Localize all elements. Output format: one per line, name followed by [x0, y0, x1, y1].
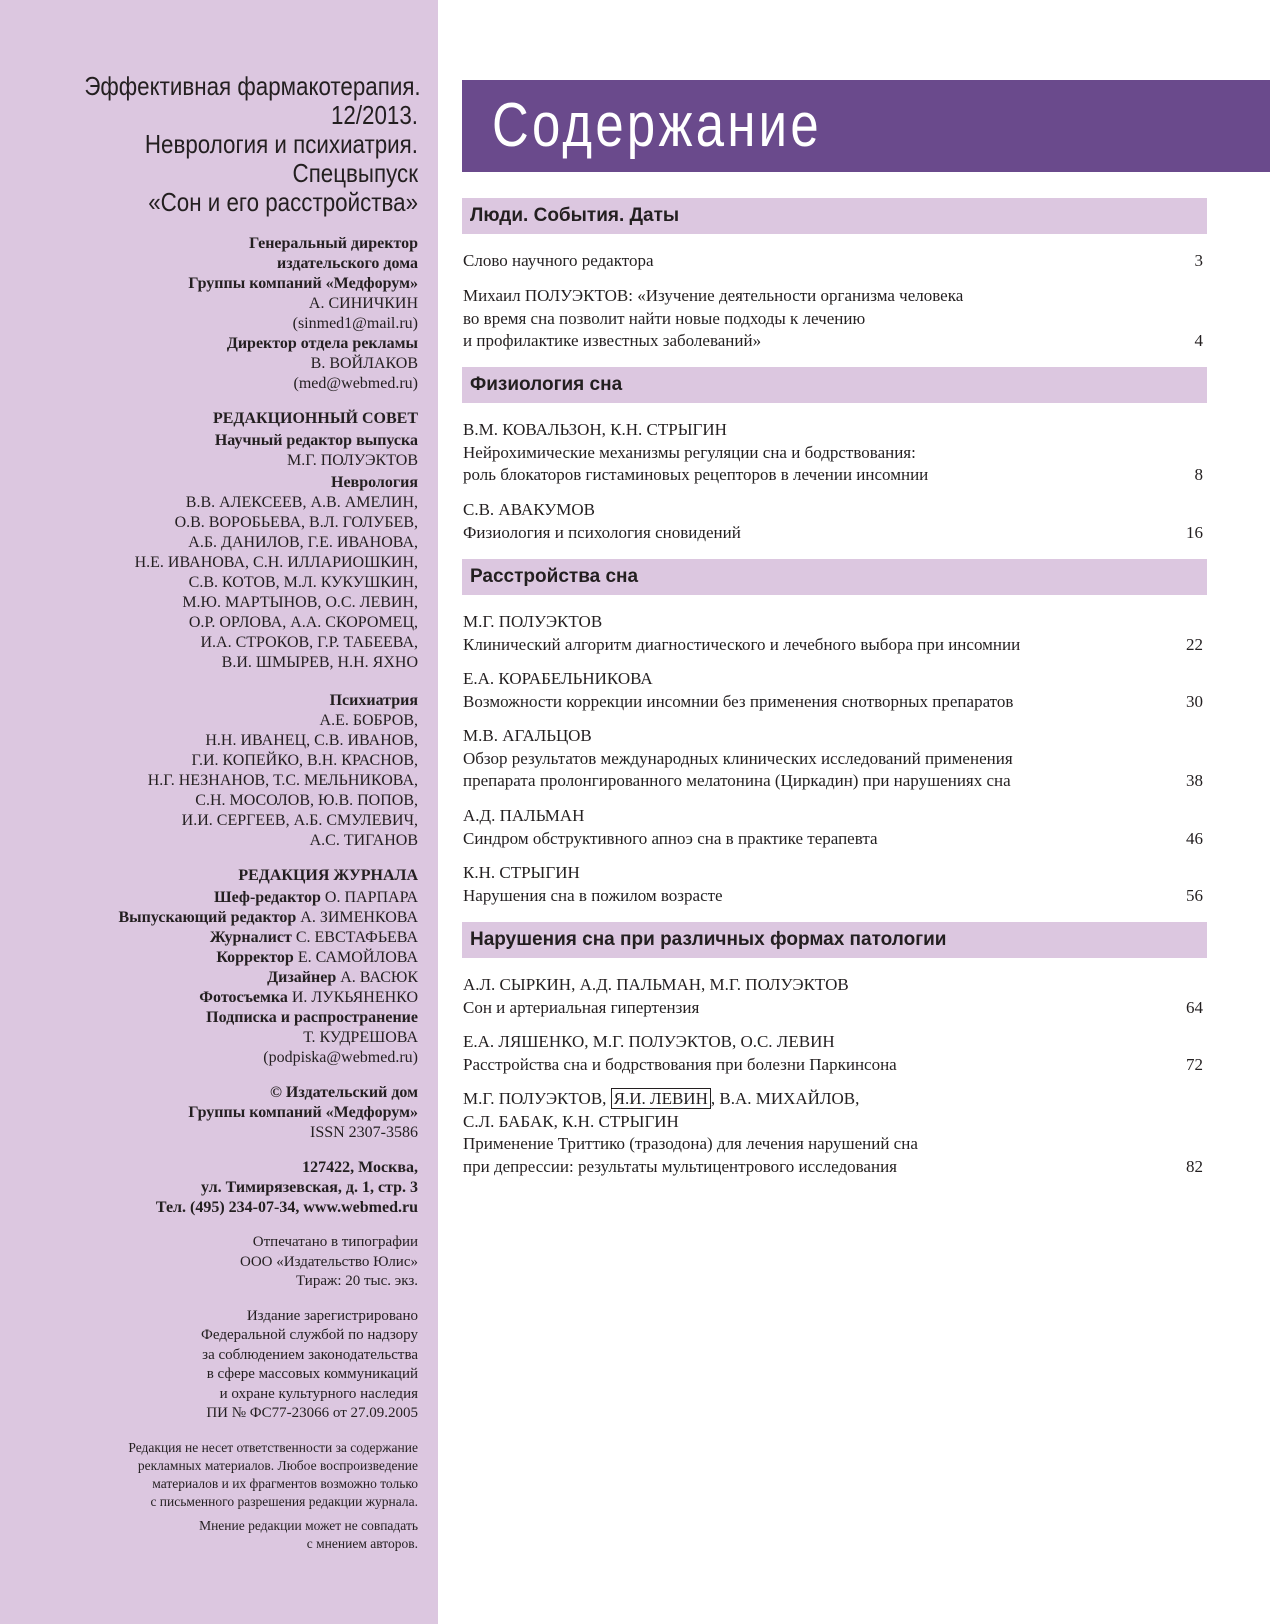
neurology-heading: Неврология [331, 474, 418, 491]
masthead-line: материалов и их фрагментов возможно только [152, 1475, 418, 1491]
masthead-line: В.И. ШМЫРЕВ, Н.Н. ЯХНО [221, 654, 418, 671]
entry-authors: С.Л. БАБАК, К.Н. СТРЫГИН [463, 1111, 679, 1131]
staff-role: Шеф-редактор [214, 889, 321, 906]
page-number: 22 [1186, 634, 1203, 654]
masthead-line: Издание зарегистрировано [246, 1307, 418, 1324]
staff-role: Фотосъемка [199, 989, 288, 1006]
masthead-line: А.С. ТИГАНОВ [309, 832, 418, 849]
entry-title-line: препарата пролонгированного мелатонина (Циркадин) при нарушениях сна [463, 771, 1011, 790]
contents-header [462, 80, 1270, 172]
entry-title-line: Нейрохимические механизмы регуляции сна и бодрствования: [463, 442, 916, 462]
toc-entry[interactable] [463, 805, 1203, 850]
masthead-line: ул. Тимирязевская, д. 1, стр. 3 [201, 1179, 418, 1196]
toc-entry[interactable] [463, 1031, 1203, 1076]
masthead-line: Н.Г. НЕЗНАНОВ, Т.С. МЕЛЬНИКОВА, [147, 772, 418, 789]
masthead-line: за соблюдением законодательства [202, 1346, 418, 1363]
entry-title-line: Синдром обструктивного апноэ сна в практике терапевта [463, 828, 878, 848]
toc-entry[interactable] [463, 1088, 1203, 1178]
editorial-staff-block [30, 866, 418, 1068]
staff-role: Корректор [216, 949, 294, 966]
registration-block [30, 1307, 418, 1424]
page-number: 3 [1194, 251, 1203, 270]
author-name: , В.А. МИХАЙЛОВ, [710, 1089, 860, 1108]
disclaimer-block [30, 1439, 418, 1511]
editorial-council-block [30, 409, 418, 673]
page-number: 72 [1186, 1054, 1203, 1074]
staff-name: И. ЛУКЬЯНЕНКО [291, 989, 418, 1006]
masthead-line: Генеральный директор [249, 235, 418, 252]
page-number: 38 [1186, 771, 1203, 790]
masthead-line: Тел. (495) 234-07-34, www.webmed.ru [155, 1199, 418, 1216]
masthead-line: Г.И. КОПЕЙКО, В.Н. КРАСНОВ, [191, 752, 418, 769]
entry-title-line: Применение Триттико (тразодона) для лечения нарушений сна [463, 1134, 918, 1153]
toc-entry[interactable] [463, 285, 1203, 353]
masthead-line: А.Е. БОБРОВ, [319, 712, 418, 729]
page-number: 4 [1194, 331, 1203, 350]
entry-title-line: Слово научного редактора [463, 251, 654, 270]
toc-entry[interactable] [463, 499, 1203, 544]
masthead-line: ООО «Издательство Юлис» [239, 1253, 418, 1270]
masthead-line: О.Р. ОРЛОВА, А.А. СКОРОМЕЦ, [188, 614, 418, 631]
masthead-line: Мнение редакции может не совпадать [199, 1517, 418, 1533]
masthead-line: (sinmed1@mail.ru) [292, 315, 418, 332]
journal-title-line: 12/2013. [330, 100, 418, 130]
toc-entry[interactable] [463, 419, 1203, 487]
masthead-line: В. ВОЙЛАКОВ [310, 355, 418, 372]
printing-block [30, 1233, 418, 1292]
author-name-boxed: Я.И. ЛЕВИН [611, 1088, 711, 1109]
psychiatry-block [30, 691, 418, 851]
staff-name: С. ЕВСТАФЬЕВА [295, 929, 418, 946]
masthead-line: Федеральной службой по надзору [201, 1327, 418, 1343]
staff-role: Журналист [209, 929, 292, 946]
entry-authors: В.М. КОВАЛЬЗОН, К.Н. СТРЫГИН [463, 420, 727, 439]
masthead-line: (med@webmed.ru) [293, 375, 418, 392]
journal-title-line: «Сон и его расстройства» [148, 187, 418, 217]
entry-authors: А.Д. ПАЛЬМАН [463, 806, 585, 825]
masthead-line: рекламных материалов. Любое воспроизведение [137, 1457, 418, 1473]
publisher-block [30, 1083, 418, 1143]
entry-title-line: Нарушения сна в пожилом возрасте [463, 885, 723, 905]
journal-title-line: Спецвыпуск [292, 158, 418, 188]
masthead-line: А.Б. ДАНИЛОВ, Г.Е. ИВАНОВА, [188, 534, 418, 551]
editorial-council-heading: РЕДАКЦИОННЫЙ СОВЕТ [212, 410, 418, 427]
toc-entry[interactable] [463, 862, 1203, 907]
opinion-block [30, 1517, 418, 1553]
staff-name: Е. САМОЙЛОВА [297, 949, 418, 966]
masthead-line: издательского дома [277, 255, 418, 272]
entry-authors: С.В. АВАКУМОВ [463, 500, 596, 519]
entry-title-line: Сон и артериальная гипертензия [463, 997, 700, 1017]
management-block [30, 234, 418, 394]
section-heading: Люди. События. Даты [462, 198, 1207, 234]
author-name: М.Г. ПОЛУЭКТОВ, [463, 1089, 611, 1108]
page-number: 16 [1186, 522, 1203, 542]
page-number: 46 [1186, 828, 1203, 848]
staff-name: О. ПАРПАРА [324, 889, 418, 906]
toc-entry[interactable] [463, 725, 1203, 793]
entry-title-line: Расстройства сна и бодрствования при болезни Паркинсона [463, 1054, 897, 1074]
section-heading: Физиология сна [462, 367, 1207, 403]
toc-entry[interactable] [463, 668, 1203, 713]
toc-entry[interactable] [463, 974, 1203, 1019]
staff-name: А. ВАСЮК [340, 969, 418, 986]
masthead-line: Н.Н. ИВАНЕЦ, С.В. ИВАНОВ, [205, 732, 418, 749]
staff-role: Выпускающий редактор [118, 909, 297, 926]
toc-entry[interactable] [463, 250, 1203, 273]
masthead-line: Группы компаний «Медфорум» [188, 275, 418, 292]
page-number: 82 [1186, 1156, 1203, 1176]
masthead-line: М.Ю. МАРТЫНОВ, О.С. ЛЕВИН, [182, 594, 418, 611]
editorial-staff-heading: РЕДАКЦИЯ ЖУРНАЛА [238, 867, 418, 884]
masthead-line: М.Г. ПОЛУЭКТОВ [287, 452, 418, 469]
masthead-line: Отпечатано в типографии [252, 1234, 418, 1250]
entry-authors [463, 1088, 1153, 1111]
address-block [30, 1158, 418, 1218]
page-number: 56 [1186, 885, 1203, 905]
masthead-line: И.А. СТРОКОВ, Г.Р. ТАБЕЕВА, [200, 634, 418, 651]
entry-title-line: роль блокаторов гистаминовых рецепторов в лечении инсомнии [463, 465, 929, 484]
masthead-line: О.В. ВОРОБЬЕВА, В.Л. ГОЛУБЕВ, [174, 514, 418, 531]
section-heading: Расстройства сна [462, 559, 1207, 595]
entry-authors: М.В. АГАЛЬЦОВ [463, 726, 592, 745]
masthead-line: С.В. КОТОВ, М.Л. КУКУШКИН, [188, 574, 418, 591]
entry-title-line: Физиология и психология сновидений [463, 522, 741, 542]
page-number: 30 [1186, 691, 1203, 711]
entry-title-line: Обзор результатов международных клинических исследований применения [463, 748, 1013, 768]
masthead-line: ПИ № ФС77-23066 от 27.09.2005 [206, 1405, 418, 1421]
masthead-line: Т. КУДРЕШОВА [303, 1029, 418, 1046]
masthead-line: © Издательский дом [269, 1084, 418, 1101]
entry-title-line: и профилактике известных заболеваний» [463, 331, 762, 350]
masthead-line: И.И. СЕРГЕЕВ, А.Б. СМУЛЕВИЧ, [181, 812, 418, 829]
masthead-line: с мнением авторов. [306, 1535, 418, 1551]
page-title: Содержание [492, 91, 822, 160]
journal-title-line: Неврология и психиатрия. [144, 129, 418, 159]
masthead-sidebar [0, 0, 438, 1624]
masthead-line: (podpiska@webmed.ru) [263, 1049, 418, 1066]
entry-authors: Е.А. ЛЯШЕНКО, М.Г. ПОЛУЭКТОВ, О.С. ЛЕВИН [463, 1032, 835, 1051]
masthead-line: 127422, Москва, [302, 1159, 418, 1176]
masthead-line: В.В. АЛЕКСЕЕВ, А.В. АМЕЛИН, [185, 494, 418, 511]
masthead-line: С.Н. МОСОЛОВ, Ю.В. ПОПОВ, [195, 792, 418, 809]
masthead-line: Редакция не несет ответственности за содержание [128, 1439, 418, 1455]
masthead-line: Тираж: 20 тыс. экз. [296, 1273, 418, 1289]
staff-role: Подписка и распространение [206, 1009, 418, 1026]
masthead-line: А. СИНИЧКИН [308, 295, 418, 312]
section-heading: Нарушения сна при различных формах патологии [462, 922, 1207, 958]
masthead-line: Директор отдела рекламы [226, 335, 418, 352]
entry-title-line: Клинический алгоритм диагностического и лечебного выбора при инсомнии [463, 634, 1021, 654]
entry-authors: М.Г. ПОЛУЭКТОВ [463, 612, 603, 631]
staff-role: Дизайнер [267, 969, 337, 986]
page-number: 64 [1186, 997, 1203, 1017]
journal-title-line: Эффективная фармакотерапия. [84, 71, 421, 101]
entry-authors: К.Н. СТРЫГИН [463, 863, 580, 882]
masthead-line: Группы компаний «Медфорум» [188, 1104, 418, 1121]
issn: ISSN 2307-3586 [309, 1124, 418, 1141]
entry-title-line: Возможности коррекции инсомнии без применения снотворных препаратов [463, 691, 1014, 711]
entry-authors: Е.А. КОРАБЕЛЬНИКОВА [463, 669, 653, 688]
masthead-line: Н.Е. ИВАНОВА, С.Н. ИЛЛАРИОШКИН, [134, 554, 418, 571]
entry-authors: А.Л. СЫРКИН, А.Д. ПАЛЬМАН, М.Г. ПОЛУЭКТОВ [463, 975, 849, 994]
entry-title-line: во время сна позволит найти новые подходы к лечению [463, 308, 866, 328]
entry-title-line: Михаил ПОЛУЭКТОВ: «Изучение деятельности организма человека [463, 286, 964, 305]
toc-entry[interactable] [463, 611, 1203, 656]
journal-title [84, 71, 421, 217]
masthead-line: и охране культурного наследия [219, 1385, 418, 1402]
masthead-line: Научный редактор выпуска [214, 432, 418, 449]
page-number: 8 [1194, 465, 1203, 484]
entry-title-line: при депрессии: результаты мультицентрового исследования [463, 1156, 897, 1176]
staff-name: А. ЗИМЕНКОВА [300, 909, 418, 926]
masthead-line: с письменного разрешения редакции журнала. [150, 1493, 418, 1509]
psychiatry-heading: Психиатрия [329, 692, 418, 709]
masthead-line: в сфере массовых коммуникаций [206, 1366, 418, 1382]
